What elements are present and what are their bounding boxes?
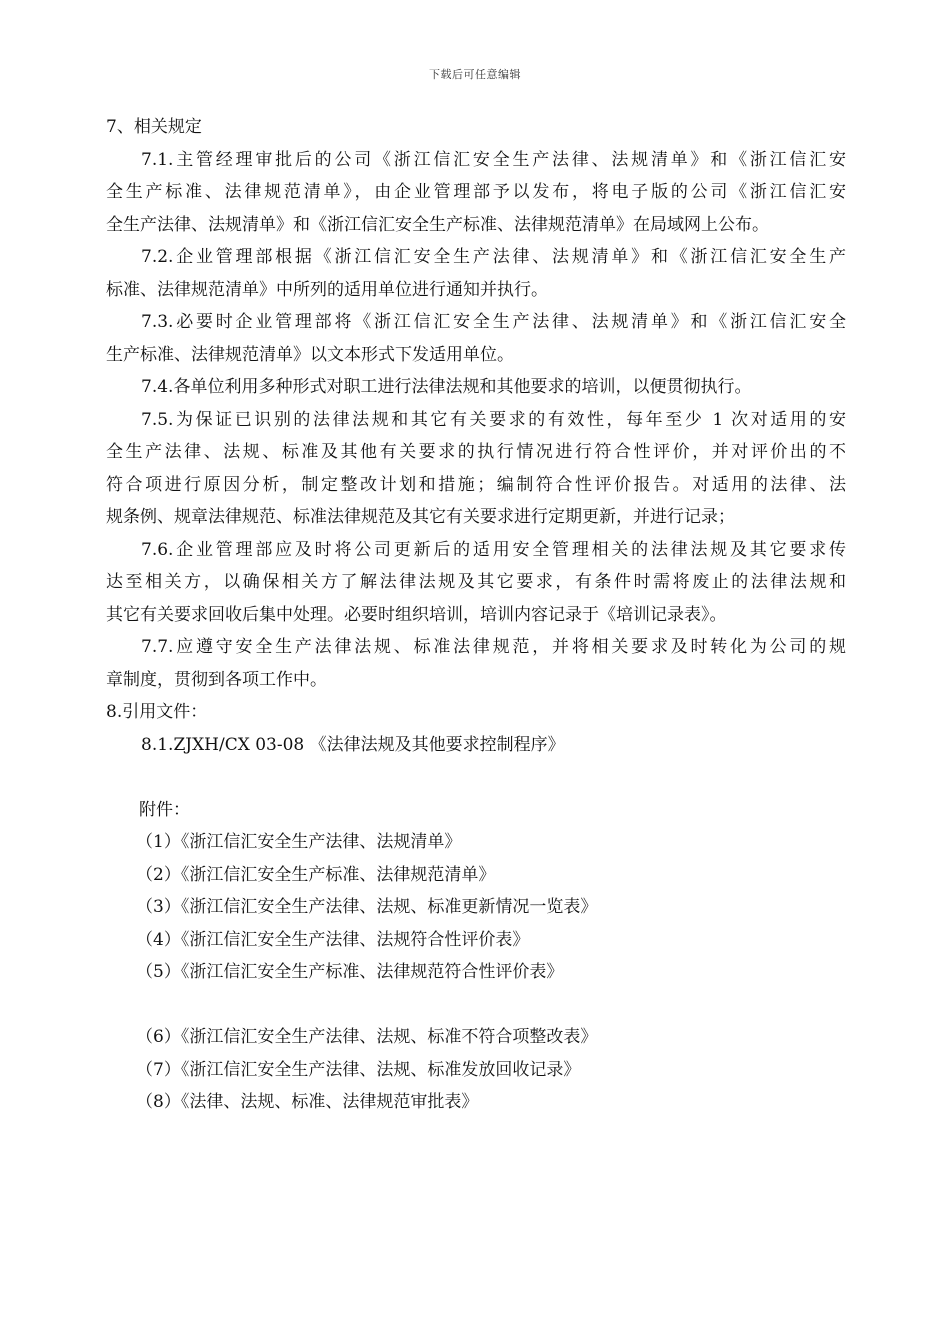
paragraph-line: 规条例、规章法律规范、标准法律规范及其它有关要求进行定期更新，并进行记录； [106, 507, 735, 527]
paragraph-line: 章制度，贯彻到各项工作中。 [106, 669, 327, 690]
paragraph-line: 7.7.应遵守安全生产法律法规、标准法律规范，并将相关要求及时转化为公司的规 [141, 637, 846, 657]
attachment-item: （8）《法律、法规、标准、法律规范审批表》 [136, 1092, 479, 1112]
paragraph-line: 符合项进行原因分析，制定整改计划和措施；编制符合性评价报告。对适用的法律、法 [106, 474, 846, 495]
spacer [106, 761, 846, 794]
paragraph-7-5 [106, 404, 846, 534]
paragraph-7-7 [106, 631, 846, 696]
paragraph-line: 标准、法律规范清单》中所列的适用单位进行通知并执行。 [106, 279, 548, 300]
paragraph-line: 生产标准、法律规范清单》以文本形式下发适用单位。 [106, 344, 514, 365]
paragraph-7-6 [106, 534, 846, 632]
attachments-title: 附件： [139, 799, 190, 820]
reference-8-1: 8.1.ZJXH/CX 03-08 《法律法规及其他要求控制程序》 [141, 734, 565, 755]
paragraph-line: 7.1.主管经理审批后的公司《浙江信汇安全生产法律、法规清单》和《浙江信汇安 [141, 149, 846, 170]
paragraph-line: 7.3.必要时企业管理部将《浙江信汇安全生产法律、法规清单》和《浙江信汇安全 [141, 312, 846, 332]
attachment-item: （6）《浙江信汇安全生产法律、法规、标准不符合项整改表》 [136, 1027, 598, 1047]
attachment-item: （1）《浙江信汇安全生产法律、法规清单》 [136, 832, 462, 852]
attachment-item: （5）《浙江信汇安全生产标准、法律规范符合性评价表》 [136, 962, 564, 982]
paragraph-line: 7.2.企业管理部根据《浙江信汇安全生产法律、法规清单》和《浙江信汇安全生产 [141, 247, 846, 267]
paragraph-line: 全生产法律、法规、标准及其他有关要求的执行情况进行符合性评价，并对评价出的不 [106, 442, 846, 462]
paragraph-7-3 [106, 306, 846, 371]
paragraph-line: 全生产法律、法规清单》和《浙江信汇安全生产标准、法律规范清单》在局域网上公布。 [106, 214, 769, 235]
document-body [106, 111, 846, 1119]
page-header-note: 下载后可任意编辑 [429, 68, 521, 81]
attachment-item: （2）《浙江信汇安全生产标准、法律规范清单》 [136, 864, 496, 885]
section-7-heading: 7、相关规定 [106, 117, 202, 137]
paragraph-line: 全生产标准、法律规范清单》，由企业管理部予以发布，将电子版的公司《浙江信汇安 [106, 182, 846, 202]
attachment-item: （3）《浙江信汇安全生产法律、法规、标准更新情况一览表》 [136, 897, 598, 917]
section-8-heading: 8.引用文件： [106, 702, 208, 722]
paragraph-7-4 [106, 371, 846, 404]
paragraph-line: 7.6.企业管理部应及时将公司更新后的适用安全管理相关的法律法规及其它要求传 [141, 539, 846, 560]
paragraph-7-1 [106, 144, 846, 242]
paragraph-line: 7.4.各单位利用多种形式对职工进行法律法规和其他要求的培训，以便贯彻执行。 [141, 377, 752, 397]
paragraph-line: 其它有关要求回收后集中处理。必要时组织培训，培训内容记录于《培训记录表》。 [106, 604, 727, 625]
spacer [106, 989, 846, 1022]
paragraph-7-2 [106, 241, 846, 306]
attachment-item: （4）《浙江信汇安全生产法律、法规符合性评价表》 [136, 929, 530, 950]
paragraph-line: 7.5.为保证已识别的法律法规和其它有关要求的有效性，每年至少 1 次对适用的安 [141, 409, 846, 430]
paragraph-line: 达至相关方，以确保相关方了解法律法规及其它要求，有条件时需将废止的法律法规和 [106, 572, 846, 592]
attachment-item: （7）《浙江信汇安全生产法律、法规、标准发放回收记录》 [136, 1059, 581, 1080]
